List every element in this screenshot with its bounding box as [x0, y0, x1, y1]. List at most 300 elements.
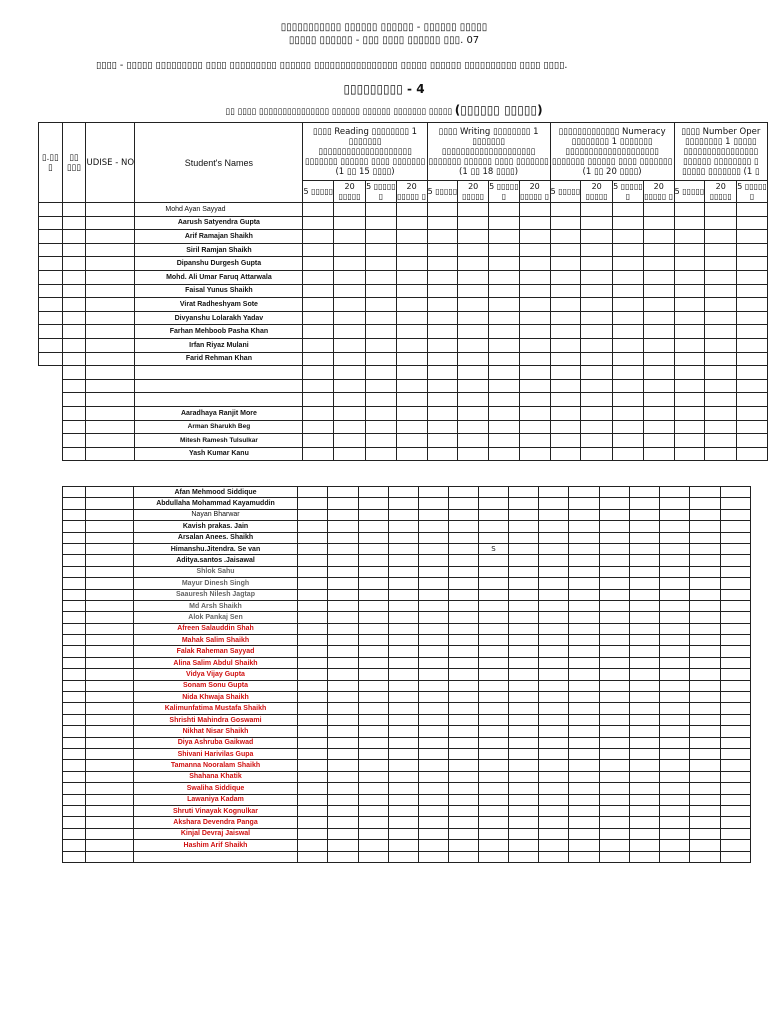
score-cell[interactable] — [389, 714, 419, 725]
score-cell[interactable] — [519, 379, 550, 393]
score-cell[interactable] — [366, 270, 397, 284]
score-cell[interactable] — [721, 703, 751, 714]
table-cell[interactable] — [86, 794, 134, 805]
score-cell[interactable] — [359, 783, 389, 794]
table-cell[interactable] — [63, 680, 86, 691]
score-cell[interactable] — [334, 366, 366, 380]
score-cell[interactable] — [721, 509, 751, 520]
score-cell[interactable] — [366, 338, 397, 352]
score-cell[interactable] — [458, 243, 489, 257]
score-cell[interactable] — [328, 748, 359, 759]
score-cell[interactable] — [569, 851, 600, 862]
score-cell[interactable] — [359, 635, 389, 646]
table-cell[interactable] — [86, 783, 134, 794]
score-cell[interactable] — [328, 623, 359, 634]
score-cell[interactable] — [690, 771, 721, 782]
score-cell[interactable] — [660, 509, 690, 520]
score-cell[interactable] — [660, 578, 690, 589]
score-cell[interactable] — [328, 657, 359, 668]
student-name[interactable]: Himanshu.Jitendra. Se van — [134, 543, 298, 554]
student-name[interactable]: Shrishti Mahindra Goswami — [134, 714, 298, 725]
score-cell[interactable] — [366, 243, 397, 257]
score-cell[interactable] — [660, 555, 690, 566]
score-cell[interactable] — [389, 828, 419, 839]
score-cell[interactable] — [509, 646, 539, 657]
score-cell[interactable] — [690, 612, 721, 623]
score-cell[interactable] — [298, 589, 328, 600]
score-cell[interactable] — [334, 352, 366, 366]
score-cell[interactable] — [509, 498, 539, 509]
score-cell[interactable] — [581, 352, 613, 366]
score-mark[interactable]: S — [479, 543, 509, 554]
score-cell[interactable] — [389, 646, 419, 657]
score-cell[interactable] — [449, 612, 479, 623]
score-cell[interactable] — [479, 692, 509, 703]
score-cell[interactable] — [449, 760, 479, 771]
score-cell[interactable] — [396, 243, 427, 257]
score-cell[interactable] — [396, 379, 427, 393]
score-cell[interactable] — [600, 623, 630, 634]
score-cell[interactable] — [509, 623, 539, 634]
score-cell[interactable] — [674, 203, 705, 217]
student-name[interactable]: Shahana Khatik — [134, 771, 298, 782]
score-cell[interactable] — [334, 434, 366, 448]
score-cell[interactable] — [366, 393, 397, 407]
table-cell[interactable] — [86, 703, 134, 714]
table-cell[interactable] — [86, 311, 135, 325]
score-cell[interactable] — [660, 794, 690, 805]
score-cell[interactable] — [721, 555, 751, 566]
score-cell[interactable] — [396, 311, 427, 325]
score-cell[interactable] — [737, 338, 768, 352]
score-cell[interactable] — [519, 216, 550, 230]
score-cell[interactable] — [519, 434, 550, 448]
score-cell[interactable] — [334, 203, 366, 217]
table-cell[interactable] — [86, 635, 134, 646]
score-cell[interactable] — [643, 270, 674, 284]
score-cell[interactable] — [721, 543, 751, 554]
score-cell[interactable] — [359, 805, 389, 816]
score-cell[interactable] — [303, 393, 334, 407]
student-name[interactable]: Nikhat Nisar Shaikh — [134, 726, 298, 737]
score-cell[interactable] — [539, 794, 569, 805]
score-cell[interactable] — [613, 257, 644, 271]
score-cell[interactable] — [366, 379, 397, 393]
score-cell[interactable] — [303, 338, 334, 352]
score-cell[interactable] — [690, 692, 721, 703]
score-cell[interactable] — [674, 366, 705, 380]
score-cell[interactable] — [643, 230, 674, 244]
score-cell[interactable] — [600, 851, 630, 862]
student-name[interactable]: Kavish prakas. Jain — [134, 521, 298, 532]
score-cell[interactable] — [479, 703, 509, 714]
score-cell[interactable] — [690, 783, 721, 794]
score-cell[interactable] — [643, 338, 674, 352]
score-cell[interactable] — [660, 635, 690, 646]
student-name[interactable]: Yash Kumar Kanu — [135, 447, 303, 461]
score-cell[interactable] — [690, 817, 721, 828]
score-cell[interactable] — [630, 578, 660, 589]
score-cell[interactable] — [509, 509, 539, 520]
score-cell[interactable] — [721, 646, 751, 657]
table-cell[interactable] — [86, 555, 134, 566]
score-cell[interactable] — [569, 498, 600, 509]
score-cell[interactable] — [359, 828, 389, 839]
score-cell[interactable] — [509, 851, 539, 862]
score-cell[interactable] — [600, 589, 630, 600]
score-cell[interactable] — [509, 737, 539, 748]
score-cell[interactable] — [630, 600, 660, 611]
score-cell[interactable] — [479, 794, 509, 805]
score-cell[interactable] — [674, 434, 705, 448]
table-cell[interactable] — [86, 366, 135, 380]
score-cell[interactable] — [550, 447, 581, 461]
score-cell[interactable] — [509, 555, 539, 566]
score-cell[interactable] — [569, 623, 600, 634]
score-cell[interactable] — [303, 379, 334, 393]
score-cell[interactable] — [449, 566, 479, 577]
score-cell[interactable] — [479, 828, 509, 839]
score-cell[interactable] — [509, 589, 539, 600]
score-cell[interactable] — [509, 521, 539, 532]
score-cell[interactable] — [328, 851, 359, 862]
score-cell[interactable] — [569, 760, 600, 771]
table-cell[interactable] — [39, 203, 63, 217]
score-cell[interactable] — [539, 817, 569, 828]
score-cell[interactable] — [569, 635, 600, 646]
score-cell[interactable] — [396, 203, 427, 217]
score-cell[interactable] — [737, 257, 768, 271]
score-cell[interactable] — [449, 669, 479, 680]
student-name[interactable]: Irfan Riyaz Mulani — [135, 338, 303, 352]
score-cell[interactable] — [581, 230, 613, 244]
score-cell[interactable] — [613, 379, 644, 393]
score-cell[interactable] — [328, 543, 359, 554]
score-cell[interactable] — [721, 521, 751, 532]
score-cell[interactable] — [581, 270, 613, 284]
score-cell[interactable] — [509, 543, 539, 554]
score-cell[interactable] — [600, 783, 630, 794]
score-cell[interactable] — [550, 352, 581, 366]
score-cell[interactable] — [690, 805, 721, 816]
score-cell[interactable] — [630, 589, 660, 600]
score-cell[interactable] — [366, 406, 397, 420]
score-cell[interactable] — [600, 748, 630, 759]
score-cell[interactable] — [389, 794, 419, 805]
score-cell[interactable] — [328, 771, 359, 782]
score-cell[interactable] — [509, 692, 539, 703]
score-cell[interactable] — [328, 600, 359, 611]
table-cell[interactable] — [86, 284, 135, 298]
score-cell[interactable] — [489, 379, 520, 393]
score-cell[interactable] — [328, 805, 359, 816]
score-cell[interactable] — [458, 216, 489, 230]
table-cell[interactable] — [63, 851, 86, 862]
score-cell[interactable] — [479, 840, 509, 851]
score-cell[interactable] — [458, 284, 489, 298]
table-cell[interactable] — [86, 589, 134, 600]
score-cell[interactable] — [419, 657, 449, 668]
score-cell[interactable] — [449, 817, 479, 828]
score-cell[interactable] — [427, 352, 458, 366]
score-cell[interactable] — [613, 203, 644, 217]
score-cell[interactable] — [539, 509, 569, 520]
score-cell[interactable] — [489, 284, 520, 298]
student-name[interactable]: Falak Raheman Sayyad — [134, 646, 298, 657]
score-cell[interactable] — [690, 623, 721, 634]
score-cell[interactable] — [660, 623, 690, 634]
score-cell[interactable] — [630, 748, 660, 759]
score-cell[interactable] — [359, 714, 389, 725]
score-cell[interactable] — [737, 420, 768, 434]
score-cell[interactable] — [334, 393, 366, 407]
score-cell[interactable] — [721, 828, 751, 839]
table-cell[interactable] — [86, 600, 134, 611]
score-cell[interactable] — [569, 543, 600, 554]
score-cell[interactable] — [298, 783, 328, 794]
score-cell[interactable] — [630, 635, 660, 646]
score-cell[interactable] — [303, 325, 334, 339]
score-cell[interactable] — [427, 338, 458, 352]
score-cell[interactable] — [479, 612, 509, 623]
score-cell[interactable] — [389, 487, 419, 498]
score-cell[interactable] — [539, 532, 569, 543]
score-cell[interactable] — [298, 646, 328, 657]
score-cell[interactable] — [419, 726, 449, 737]
score-cell[interactable] — [389, 532, 419, 543]
score-cell[interactable] — [366, 257, 397, 271]
score-cell[interactable] — [581, 284, 613, 298]
score-cell[interactable] — [721, 680, 751, 691]
score-cell[interactable] — [449, 726, 479, 737]
score-cell[interactable] — [298, 532, 328, 543]
score-cell[interactable] — [690, 828, 721, 839]
score-cell[interactable] — [550, 325, 581, 339]
score-cell[interactable] — [509, 817, 539, 828]
table-cell[interactable] — [62, 393, 86, 407]
score-cell[interactable] — [328, 703, 359, 714]
table-cell[interactable] — [39, 352, 63, 366]
score-cell[interactable] — [334, 230, 366, 244]
score-cell[interactable] — [690, 566, 721, 577]
score-cell[interactable] — [509, 714, 539, 725]
student-name[interactable]: Nayan Bharwar — [134, 509, 298, 520]
table-cell[interactable] — [86, 726, 134, 737]
score-cell[interactable] — [359, 692, 389, 703]
score-cell[interactable] — [630, 543, 660, 554]
score-cell[interactable] — [660, 828, 690, 839]
score-cell[interactable] — [298, 805, 328, 816]
score-cell[interactable] — [396, 298, 427, 312]
score-cell[interactable] — [705, 352, 737, 366]
score-cell[interactable] — [489, 203, 520, 217]
score-cell[interactable] — [328, 532, 359, 543]
score-cell[interactable] — [396, 257, 427, 271]
score-cell[interactable] — [427, 311, 458, 325]
score-cell[interactable] — [581, 311, 613, 325]
score-cell[interactable] — [298, 600, 328, 611]
score-cell[interactable] — [660, 805, 690, 816]
score-cell[interactable] — [427, 257, 458, 271]
score-cell[interactable] — [298, 612, 328, 623]
score-cell[interactable] — [489, 406, 520, 420]
table-cell[interactable] — [62, 216, 86, 230]
student-name[interactable] — [134, 851, 298, 862]
student-name[interactable] — [135, 379, 303, 393]
score-cell[interactable] — [328, 680, 359, 691]
student-name[interactable]: Mahak Salim Shaikh — [134, 635, 298, 646]
score-cell[interactable] — [449, 646, 479, 657]
score-cell[interactable] — [334, 406, 366, 420]
score-cell[interactable] — [569, 555, 600, 566]
score-cell[interactable] — [539, 703, 569, 714]
score-cell[interactable] — [303, 243, 334, 257]
score-cell[interactable] — [509, 840, 539, 851]
table-cell[interactable] — [62, 420, 86, 434]
score-cell[interactable] — [630, 840, 660, 851]
table-cell[interactable] — [62, 311, 86, 325]
score-cell[interactable] — [600, 566, 630, 577]
student-name[interactable]: Alina Salim Abdul Shaikh — [134, 657, 298, 668]
score-cell[interactable] — [737, 325, 768, 339]
score-cell[interactable] — [581, 216, 613, 230]
score-cell[interactable] — [690, 680, 721, 691]
score-cell[interactable] — [737, 447, 768, 461]
score-cell[interactable] — [550, 406, 581, 420]
score-cell[interactable] — [737, 366, 768, 380]
table-cell[interactable] — [63, 657, 86, 668]
table-cell[interactable] — [63, 817, 86, 828]
score-cell[interactable] — [458, 338, 489, 352]
score-cell[interactable] — [427, 216, 458, 230]
score-cell[interactable] — [298, 657, 328, 668]
score-cell[interactable] — [630, 509, 660, 520]
score-cell[interactable] — [449, 657, 479, 668]
score-cell[interactable] — [737, 379, 768, 393]
score-cell[interactable] — [479, 566, 509, 577]
score-cell[interactable] — [396, 216, 427, 230]
score-cell[interactable] — [298, 794, 328, 805]
table-cell[interactable] — [86, 379, 135, 393]
table-cell[interactable] — [63, 737, 86, 748]
score-cell[interactable] — [539, 589, 569, 600]
score-cell[interactable] — [705, 284, 737, 298]
score-cell[interactable] — [298, 737, 328, 748]
score-cell[interactable] — [509, 828, 539, 839]
score-cell[interactable] — [660, 680, 690, 691]
table-cell[interactable] — [63, 623, 86, 634]
score-cell[interactable] — [458, 298, 489, 312]
score-cell[interactable] — [298, 726, 328, 737]
score-cell[interactable] — [705, 379, 737, 393]
score-cell[interactable] — [630, 487, 660, 498]
score-cell[interactable] — [674, 243, 705, 257]
score-cell[interactable] — [419, 669, 449, 680]
score-cell[interactable] — [389, 509, 419, 520]
score-cell[interactable] — [366, 325, 397, 339]
score-cell[interactable] — [334, 284, 366, 298]
score-cell[interactable] — [479, 487, 509, 498]
score-cell[interactable] — [539, 851, 569, 862]
score-cell[interactable] — [419, 646, 449, 657]
score-cell[interactable] — [550, 393, 581, 407]
score-cell[interactable] — [419, 600, 449, 611]
score-cell[interactable] — [328, 794, 359, 805]
score-cell[interactable] — [509, 657, 539, 668]
score-cell[interactable] — [396, 366, 427, 380]
student-name[interactable]: Swaliha Siddique — [134, 783, 298, 794]
score-cell[interactable] — [449, 600, 479, 611]
score-cell[interactable] — [674, 216, 705, 230]
score-cell[interactable] — [674, 298, 705, 312]
score-cell[interactable] — [389, 566, 419, 577]
score-cell[interactable] — [721, 566, 751, 577]
score-cell[interactable] — [674, 420, 705, 434]
score-cell[interactable] — [539, 760, 569, 771]
score-cell[interactable] — [509, 805, 539, 816]
score-cell[interactable] — [298, 828, 328, 839]
score-cell[interactable] — [427, 379, 458, 393]
score-cell[interactable] — [660, 737, 690, 748]
score-cell[interactable] — [600, 714, 630, 725]
table-cell[interactable] — [86, 352, 135, 366]
table-cell[interactable] — [86, 828, 134, 839]
score-cell[interactable] — [539, 578, 569, 589]
score-cell[interactable] — [366, 298, 397, 312]
table-cell[interactable] — [86, 230, 135, 244]
score-cell[interactable] — [569, 794, 600, 805]
score-cell[interactable] — [705, 406, 737, 420]
table-cell[interactable] — [63, 692, 86, 703]
score-cell[interactable] — [569, 805, 600, 816]
score-cell[interactable] — [721, 794, 751, 805]
score-cell[interactable] — [721, 623, 751, 634]
score-cell[interactable] — [690, 669, 721, 680]
table-cell[interactable] — [62, 379, 86, 393]
table-cell[interactable] — [86, 566, 134, 577]
score-cell[interactable] — [359, 600, 389, 611]
score-cell[interactable] — [298, 623, 328, 634]
score-cell[interactable] — [643, 325, 674, 339]
score-cell[interactable] — [539, 714, 569, 725]
table-cell[interactable] — [86, 532, 134, 543]
score-cell[interactable] — [581, 379, 613, 393]
score-cell[interactable] — [519, 298, 550, 312]
table-cell[interactable] — [39, 338, 63, 352]
score-cell[interactable] — [298, 669, 328, 680]
table-cell[interactable] — [86, 817, 134, 828]
score-cell[interactable] — [359, 657, 389, 668]
score-cell[interactable] — [479, 509, 509, 520]
score-cell[interactable] — [705, 311, 737, 325]
student-name[interactable]: Hashim Arif Shaikh — [134, 840, 298, 851]
score-cell[interactable] — [660, 714, 690, 725]
score-cell[interactable] — [600, 726, 630, 737]
score-cell[interactable] — [303, 366, 334, 380]
student-name[interactable]: Shruti Vinayak Kognulkar — [134, 805, 298, 816]
score-cell[interactable] — [298, 840, 328, 851]
score-cell[interactable] — [737, 243, 768, 257]
table-cell[interactable] — [86, 748, 134, 759]
student-name[interactable]: Arif Ramajan Shaikh — [135, 230, 303, 244]
score-cell[interactable] — [298, 487, 328, 498]
score-cell[interactable] — [509, 532, 539, 543]
score-cell[interactable] — [489, 352, 520, 366]
score-cell[interactable] — [449, 828, 479, 839]
score-cell[interactable] — [389, 657, 419, 668]
score-cell[interactable] — [613, 406, 644, 420]
score-cell[interactable] — [674, 311, 705, 325]
